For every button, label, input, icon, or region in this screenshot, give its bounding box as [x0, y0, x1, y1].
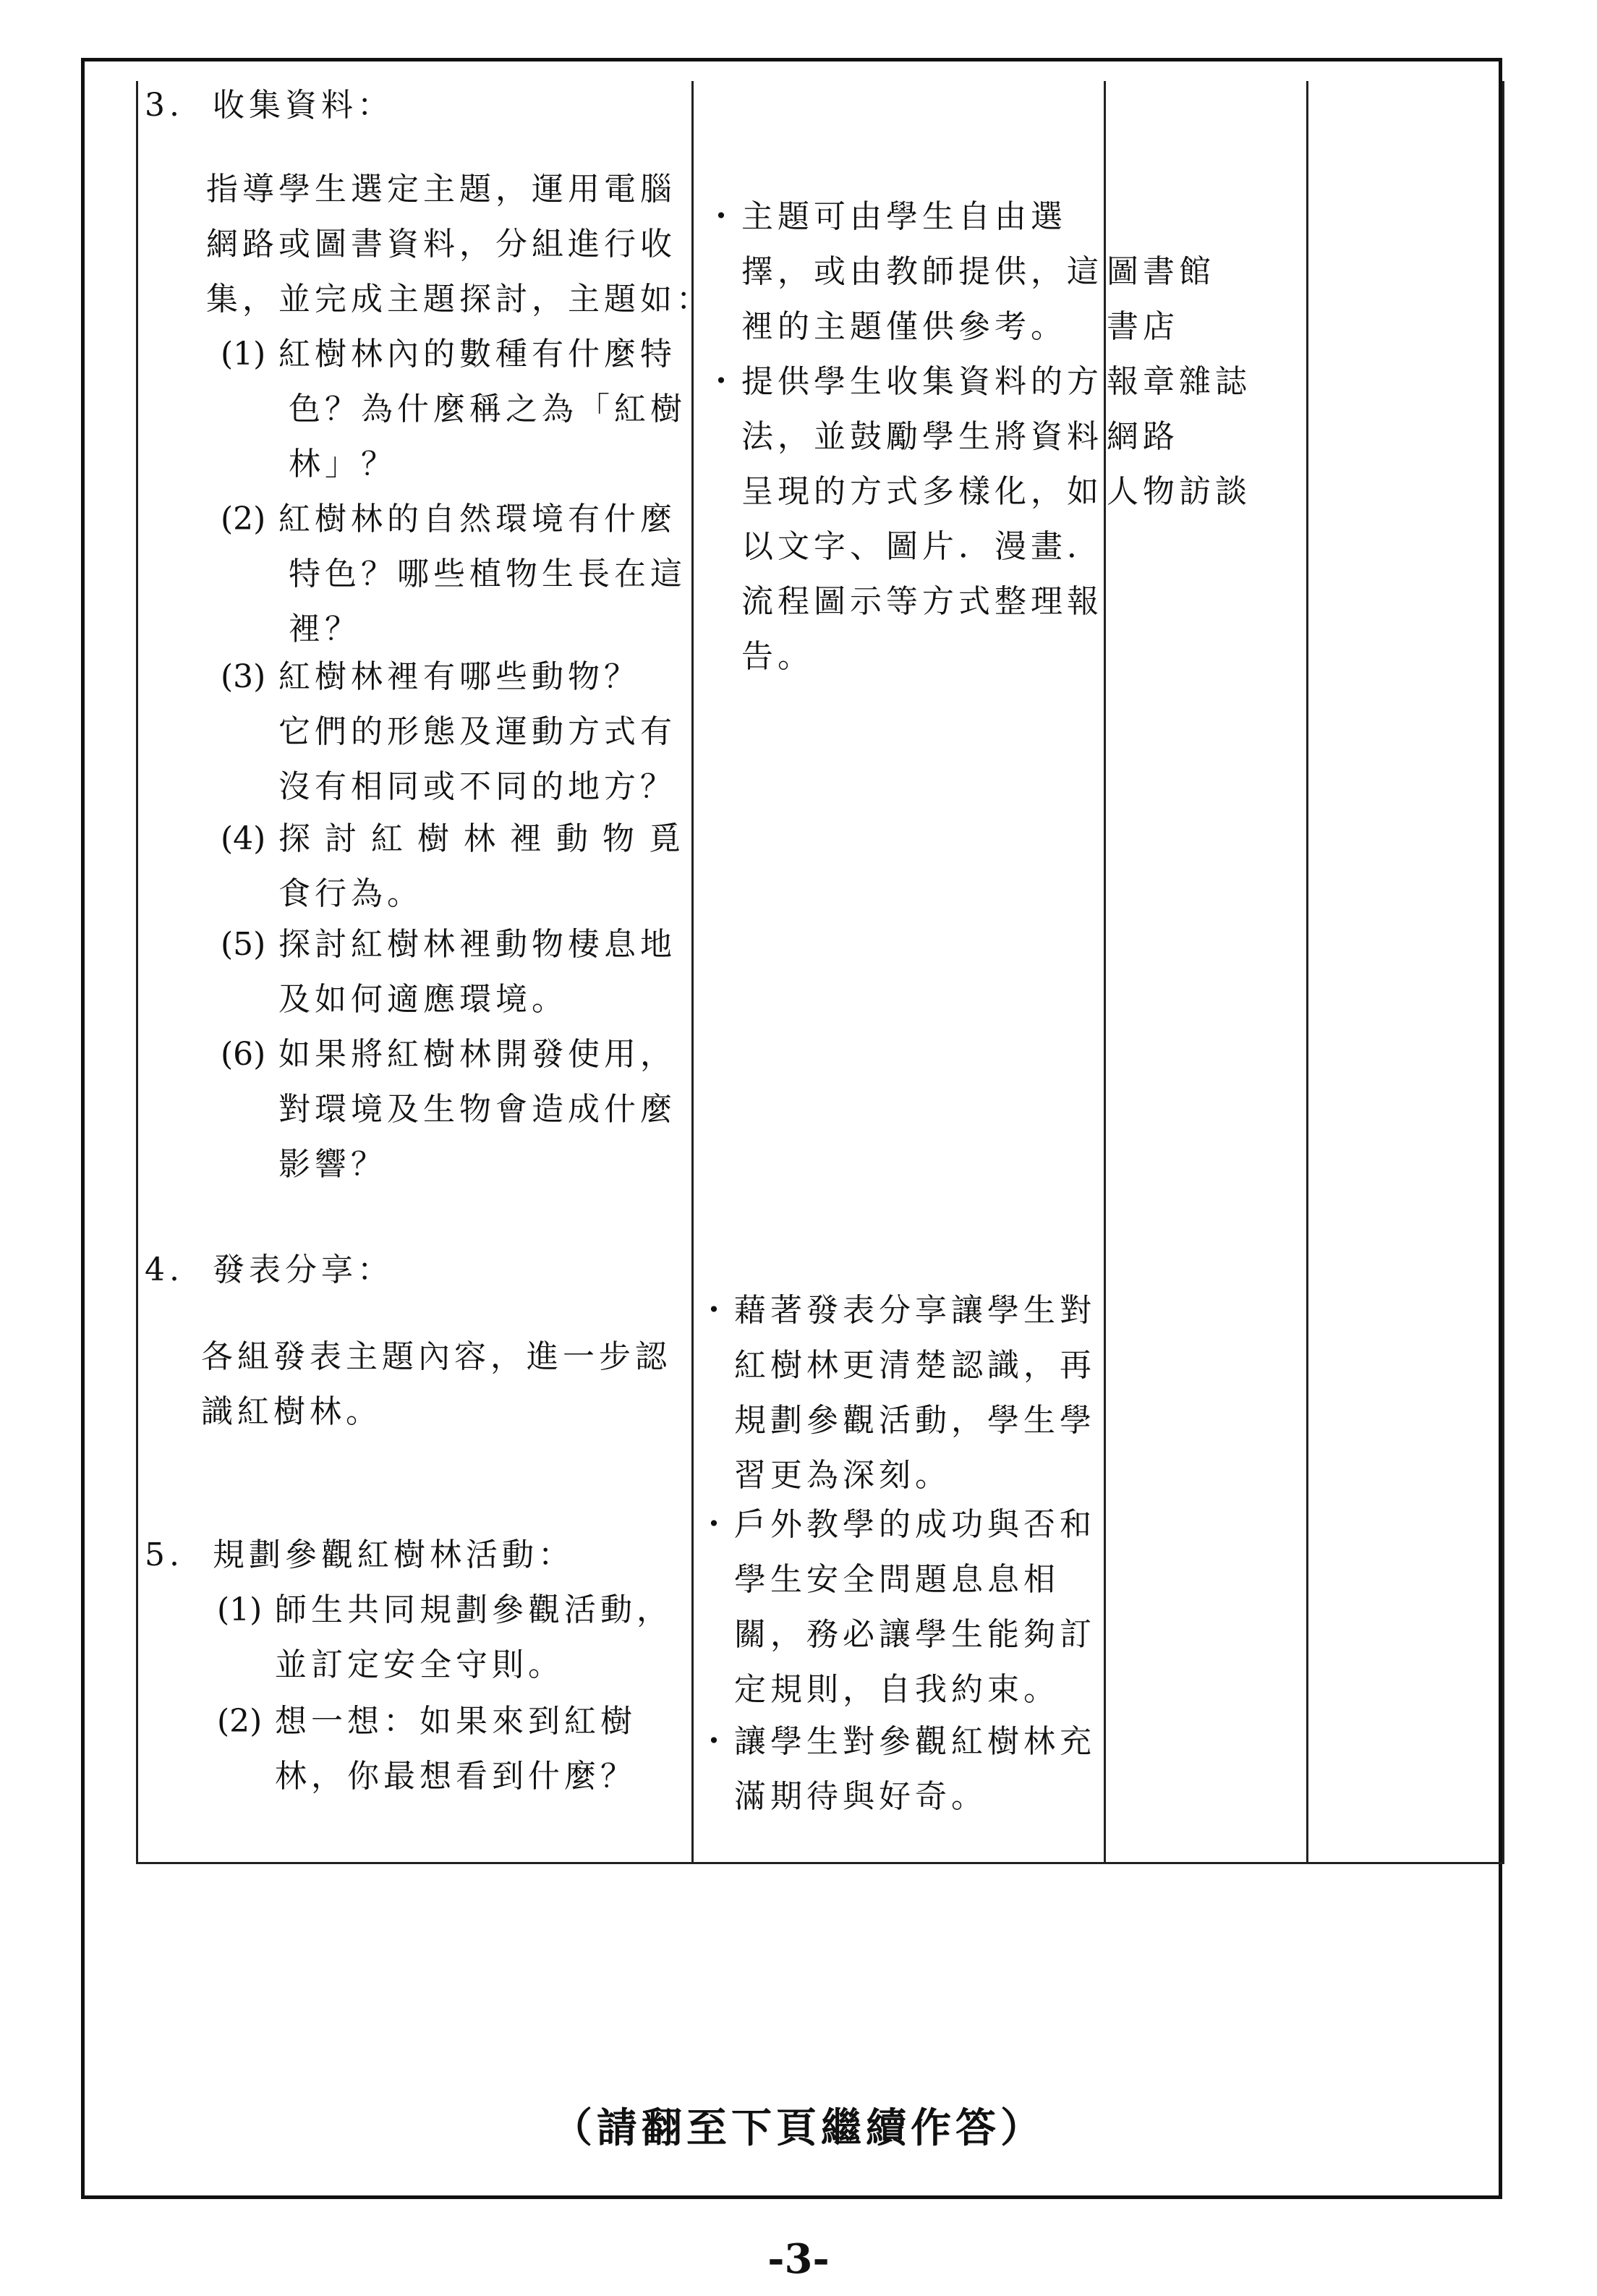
section-3-intro: 指導學生選定主題，運用電腦 網路或圖書資料，分組進行收 集，並完成主題探討，主題如： — [206, 171, 712, 318]
section-3-heading: 3. 收集資料： — [145, 87, 393, 124]
section-3-item-6: (6) 如果將紅樹林開發使用， 對環境及生物會造成什麼 影響？ — [221, 1036, 676, 1183]
column-divider-3 — [1306, 81, 1308, 1862]
section-4-note-1: ・ 藉著發表分享讓學生對 紅樹林更清楚認識，再 規劃參觀活動，學生學 習更為深刻。 — [698, 1292, 1096, 1494]
column-divider-1 — [691, 81, 694, 1862]
section-3-item-4: (4) 探討紅樹林裡動物覓 食行為。 — [221, 820, 695, 912]
section-5-note-1: ・ 戶外教學的成功與否和 學生安全問題息息相 關，務必讓學生能夠訂 定規則，自我約束。 — [698, 1506, 1096, 1708]
section-3-resources: 圖書館 書店 報章雜誌 網路 人物訪談 — [1107, 253, 1251, 510]
section-5-item-1: (1) 師生共同規劃參觀活動， 並訂定安全守則。 — [217, 1591, 673, 1683]
section-3-note-1: ・ 主題可由學生自由選 擇，或由教師提供，這 裡的主題僅供參考。 — [705, 198, 1103, 345]
section-5-note-2: ・ 讓學生對參觀紅樹林充 滿期待與好奇。 — [698, 1723, 1096, 1815]
section-3-item-1: (1) 紅樹林內的數種有什麼特 色？為什麼稱之為「紅樹 林」？ — [221, 336, 686, 482]
section-4-intro: 各組發表主題內容，進一步認 識紅樹林。 — [201, 1338, 671, 1430]
column-divider-2 — [1104, 81, 1106, 1862]
section-3-item-5: (5) 探討紅樹林裡動物棲息地 及如何適應環境。 — [221, 926, 676, 1018]
section-5-item-2: (2) 想一想：如果來到紅樹 林，你最想看到什麼？ — [217, 1703, 636, 1795]
section-3-item-2: (2) 紅樹林的自然環境有什麼 特色？哪些植物生長在這 裡？ — [221, 501, 686, 647]
section-4-heading: 4. 發表分享： — [145, 1251, 393, 1288]
continue-next-page-note: （請翻至下頁繼續作答） — [552, 2104, 1045, 2152]
section-5-heading: 5. 規劃參觀紅樹林活動： — [145, 1536, 574, 1573]
section-3-note-2: ・ 提供學生收集資料的方 法，並鼓勵學生將資料 呈現的方式多樣化，如 以文字、圖片．漫畫． 流程圖示等方式整理報 告。 — [705, 363, 1103, 675]
section-3-item-3: (3) 紅樹林裡有哪些動物？ 它們的形態及運動方式有 沒有相同或不同的地方？ — [221, 658, 676, 805]
page-number: -3- — [767, 2235, 830, 2283]
